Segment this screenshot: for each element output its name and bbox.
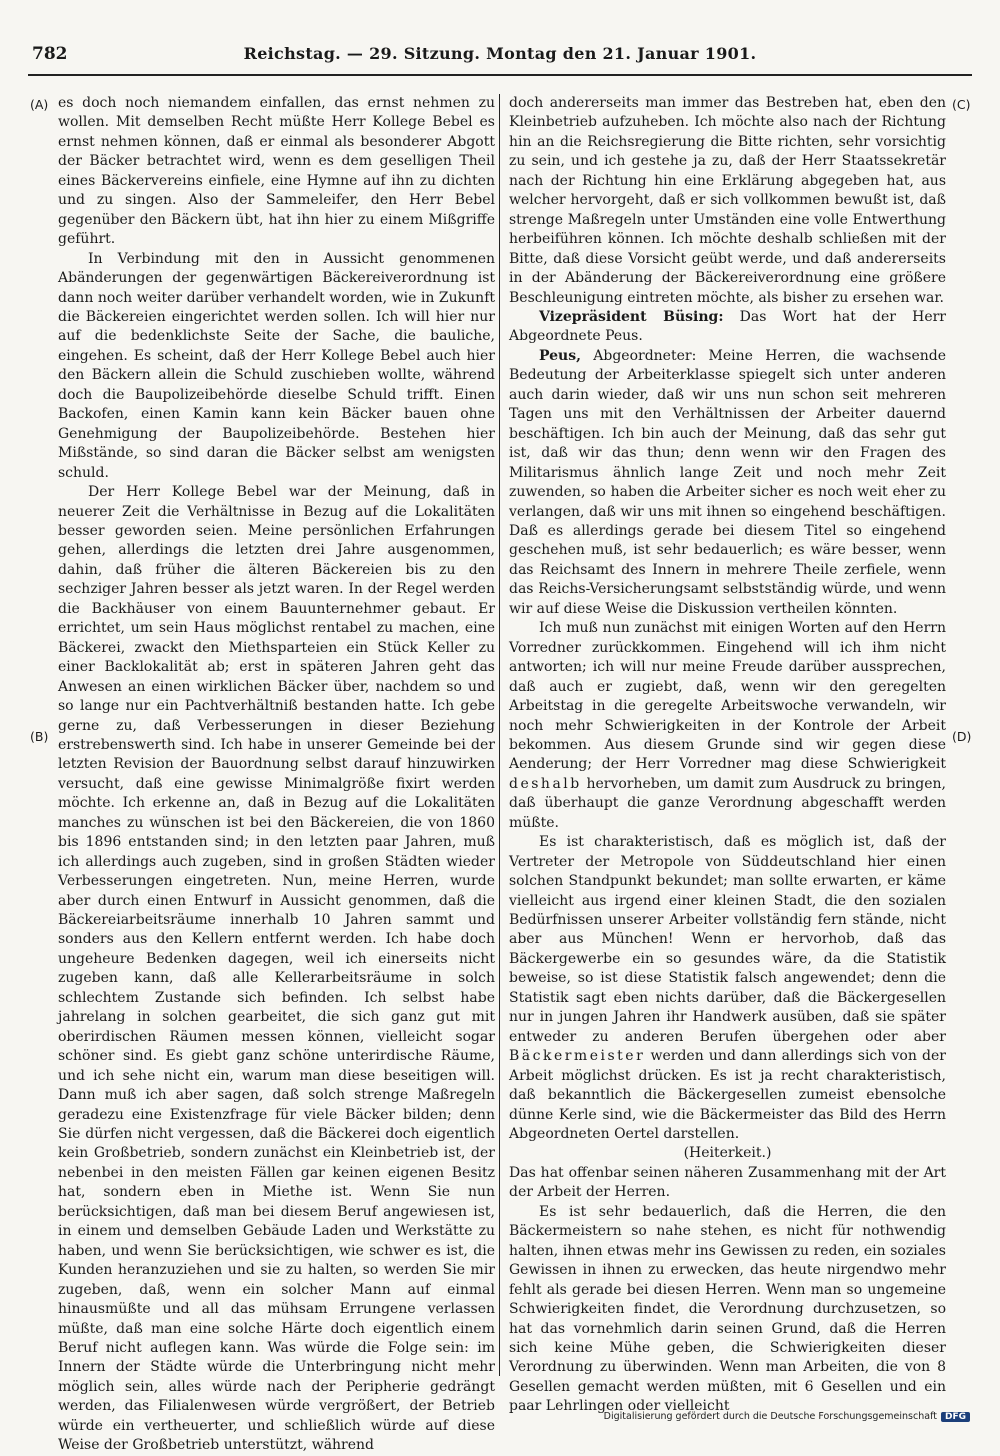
speech-text: Das Wort hat der Herr Abgeordnete Peus. — [509, 308, 946, 345]
paragraph: Es ist sehr bedauerlich, daß die Herren, die den Bäckermeistern so nahe stehen, es nicht für nothwendig halten, ihnen etwas mehr ins Gewissen zu reden, ein soziales Gewissen in ihnen zu erwecken, das heute nirgendwo mehr fehlt als gerade bei diesen Herren. Wenn man so ungemeine Schwierigkeiten findet, die Verordnung durchzusetzen, so hat das vornehmlich darin seinen Grund, daß die Herren sich keine Mühe geben, die Schwierigkeiten dieser Verordnung zu überwinden. Wenn man Arbeiten, die von 8 Gesellen gemacht werden müßten, mit 6 Gesellen und ein paar Lehrlingen oder vielleicht — [509, 1203, 946, 1415]
speaker-paragraph — [509, 308, 946, 347]
left-column — [58, 94, 495, 1456]
text-run: Ich muß nun zunächst mit einigen Worten auf den Herrn Vorredner zurückkommen. Eingehend will ich ihm nicht antworten; ich will nur meine Freude darüber aussprechen, daß auch er zugiebt, daß, wenn wir den geregelten Arbeitstag in die geregelte Arbeitswoche verwandeln, wir noch mehr Schwierigkeiten in der Kontrole der Arbeit bekommen. Aus diesem Grunde sind wir gegen diese Aenderung; der Herr Vorredner mag diese Schwierigkeit — [509, 620, 946, 773]
page-number: 782 — [32, 44, 68, 64]
spaced-emphasis: Bäckermeister — [509, 1048, 646, 1065]
margin-marker-c: (C) — [952, 97, 971, 112]
dfg-logo: DFG — [941, 1412, 970, 1422]
running-title: Reichstag. — 29. Sitzung. Montag den 21. Januar 1901. — [243, 44, 757, 63]
spaced-emphasis: deshalb — [509, 775, 582, 792]
interjection: (Heiterkeit.) — [683, 1145, 772, 1162]
paragraph: In Verbindung mit den in Aussicht genommenen Abänderungen der gegenwärtigen Bäckereiverordnung ist dann noch weiter darüber verhandelt worden, wie in Zukunft die Bäckereien eingerichtet werden sollen. Ich will hier nur auf die bedenklichste Seite der Sache, die bauliche, eingehen. Es scheint, daß der Herr Kollege Bebel auch hier den Bäckern allein die Schuld zuschieben wollte, während doch die Baupolizeibehörde dieselbe Schuld trifft. Einen Backofen, einen Kamin kann kein Bäcker bauen ohne Genehmigung der Baupolizeibehörde. Bestehen hier Mißstände, so sind daran die Bäcker selbst am wenigsten schuld. — [58, 250, 495, 481]
page-header — [28, 44, 972, 76]
text-run: hervorheben, um damit zum Ausdruck zu bringen, daß überhaupt die ganze Verordnung abgeschafft werden müßte. — [509, 775, 946, 831]
credit-text: Digitalisierung gefördert durch die Deutsche Forschungsgemeinschaft — [603, 1411, 937, 1422]
speech-text: Abgeordneter: Meine Herren, die wachsende Bedeutung der Arbeiterklasse spiegelt sich unter anderen auch darin wieder, daß wir uns nun schon seit mehreren Tagen uns mit den Verhältnissen der Arbeiter dauernd beschäftigen. Ich bin auch der Meinung, daß das sehr gut ist, daß wir das thun; denn wenn wir den Fragen des Militarismus ähnlich lange Zeit und noch mehr Zeit zuwenden, so haben die Arbeiter sicher es noch weit eher zu verlangen, daß wir uns mit ihnen so eingehend beschäftigen. Daß es allerdings gerade bei diesem Titel so eingehend geschehen muß, ist sehr bedauerlich; es wäre besser, wenn das Reichsamt des Innern in mehrere Theile zerfiele, wenn das Reichs-Versicherungsamt selbstständig würde, und wenn wir auf diese Weise die Diskussion vertheilen könnten. — [509, 347, 946, 617]
paragraph: Das hat offenbar seinen näheren Zusammenhang mit der Art der Arbeit der Herren. — [509, 1164, 946, 1201]
digitization-credit — [604, 1411, 970, 1422]
text-run: werden und dann allerdings sich von der Arbeit möglichst drücken. Es ist ja recht charakteristisch, daß bekanntlich die Bäckergesellen zumeist ebensolche dünne Kerle sind, wie die Bäckermeister das Bild des Herrn Abgeordneten Oertel darstellen. — [509, 1048, 946, 1143]
text-run: Es ist charakteristisch, daß es möglich ist, daß der Vertreter der Metropole von Süddeutschland hier einen solchen Standpunkt bekundet; man sollte erwarten, er käme vielleicht aus irgend einer kleinen Stadt, die den sozialen Bedürfnissen unserer Arbeiter vollständig fern stände, nicht aber aus München! Wenn er hervorhob, daß das Bäckergewerbe ein so gesundes wäre, da die Statistik beweise, so ist diese Statistik falsch angewendet; denn die Statistik sagt eben nichts darüber, daß die Bäckergesellen nur in jungen Jahren ihr Handwerk ausüben, daß sie später entweder zu anderen Berufen übergehen oder aber — [509, 834, 946, 1045]
paragraph: Der Herr Kollege Bebel war der Meinung, daß in neuerer Zeit die Verhältnisse in Bezug auf die Lokalitäten besser geworden seien. Meine persönlichen Erfahrungen gehen, allerdings die letzten drei Jahre ausgenommen, dahin, daß früher die älteren Bäckereien bis zu den sechziger Jahren besser als jetzt waren. In der Regel werden die Backhäuser von einem Bauunternehmer gebaut. Er errichtet, um sein Haus möglichst rentabel zu machen, eine Bäckerei, zwackt den Miethsparteien ein Stück Keller zu einer Backlokalität ab; erst in späteren Jahren geht das Anwesen an einen wirklichen Bäcker über, nachdem so und so lange nur ein Pachtverhältniß bestanden hatte. Ich gebe gerne zu, daß Verbesserungen in dieser Beziehung erstrebenswerth sind. Ich habe in unserer Gemeinde bei der letzten Revision der Bauordnung selbst darauf hinzuwirken versucht, daß eine gewisse Minimalgröße fixirt werden möchte. Ich erkenne an, daß in Bezug auf die Lokalitäten manches zu wünschen ist bei den Bäckereien, die von 1860 bis 1896 entstanden sind; in den letzten paar Jahren, muß ich allerdings auch zugeben, sind in großen Städten wieder Verbesserungen eingetreten. Nun, meine Herren, wurde aber durch einen Entwurf in Aussicht genommen, daß die Bäckereiarbeitsräume innerhalb 10 Jahren sammt und sonders aus den Kellern entfernt werden. Ich habe doch ungeheure Bedenken dagegen, weil ich einerseits nicht zugeben kann, daß alle Kellerarbeitsräume in solch schlechtem Zustande sich befinden. Ich selbst habe jahrelang in solchen gearbeitet, die sich ganz gut mit oberirdischen Räumen messen können, vielleicht sogar schöner sind. Es giebt ganz schöne unterirdische Räume, und ich sehe nicht ein, warum man diese beseitigen will. Dann muß ich aber sagen, daß solch strenge Maßregeln geradezu eine Existenzfrage für viele Bäcker bilden; denn Sie dürfen nicht vergessen, daß die Bäckerei doch eigentlich kein Großbetrieb, sondern zunächst ein Kleinbetrieb ist, der nebenbei in den meisten Fällen gar keinen eigenen Besitz hat, sondern eben in Miethe ist. Wenn Sie nun berücksichtigen, daß man bei diesem Beruf angewiesen ist, in einem und demselben Gebäude Laden und Werkstätte zu haben, und wenn Sie berücksichtigen, wie schwer es ist, die Kunden heranzuziehen und sie zu halten, so werden Sie mir zugeben, daß, wenn ein solcher Mann auf einmal hinausmüßte und all das mühsam Errungene verlassen müßte, daß man eine solche Härte doch eigentlich einem Beruf nicht auflegen kann. Was würde die Folge sein: im Innern der Städte würde die Unterbringung nicht mehr möglich sein, alles würde nach der Peripherie gedrängt werden, das Filialenwesen würde vergrößert, der Betrieb würde ein vertheuerter, und schließlich würde auf diese Weise der Großbetrieb unterstützt, während — [58, 484, 495, 1454]
speaker-name: Vizepräsident Büsing: — [539, 308, 724, 325]
paragraph — [509, 833, 946, 1144]
speaker-name: Peus, — [539, 347, 581, 364]
margin-marker-a: (A) — [30, 97, 49, 112]
margin-marker-b: (B) — [30, 729, 49, 744]
column-rule — [499, 94, 500, 1376]
margin-marker-d: (D) — [952, 729, 972, 744]
paragraph: doch andererseits man immer das Bestreben hat, eben den Kleinbetrieb aufzuheben. Ich möchte also nach der Richtung hin an die Reichsregierung die Bitte richten, sehr vorsichtig zu sein, und ich gestehe ja zu, daß der Herr Staatssekretär nach der Richtung hin eine Erklärung abgegeben hat, aus welcher hervorgeht, daß er sich vollkommen bewußt ist, daß strenge Maßregeln unter Umständen eine volle Entwerthung herbeiführen können. Ich möchte deshalb schließen mit der Bitte, daß diese Vorsicht geübt werde, und daß andererseits in der Abänderung der Bäckereiverordnung eine größere Beschleunigung eintreten möchte, als bisher zu ersehen war. — [509, 95, 946, 306]
right-column — [509, 94, 946, 1417]
paragraph — [509, 619, 946, 833]
paragraph: es doch noch niemandem einfallen, das ernst nehmen zu wollen. Mit demselben Recht müßte Herr Kollege Bebel es ernst nehmen können, daß er einmal als besonderer Abgott der Bäcker betrachtet wird, wenn es dem geselligen Theil eines Bäckervereins einfiele, eine Hymne auf ihn zu dichten und zu singen. Also der Sammeleifer, den Herr Bebel gegenüber den Bäckern übt, hat ihn hier zu einem Mißgriffe geführt. — [58, 95, 495, 248]
speaker-paragraph — [509, 347, 946, 619]
